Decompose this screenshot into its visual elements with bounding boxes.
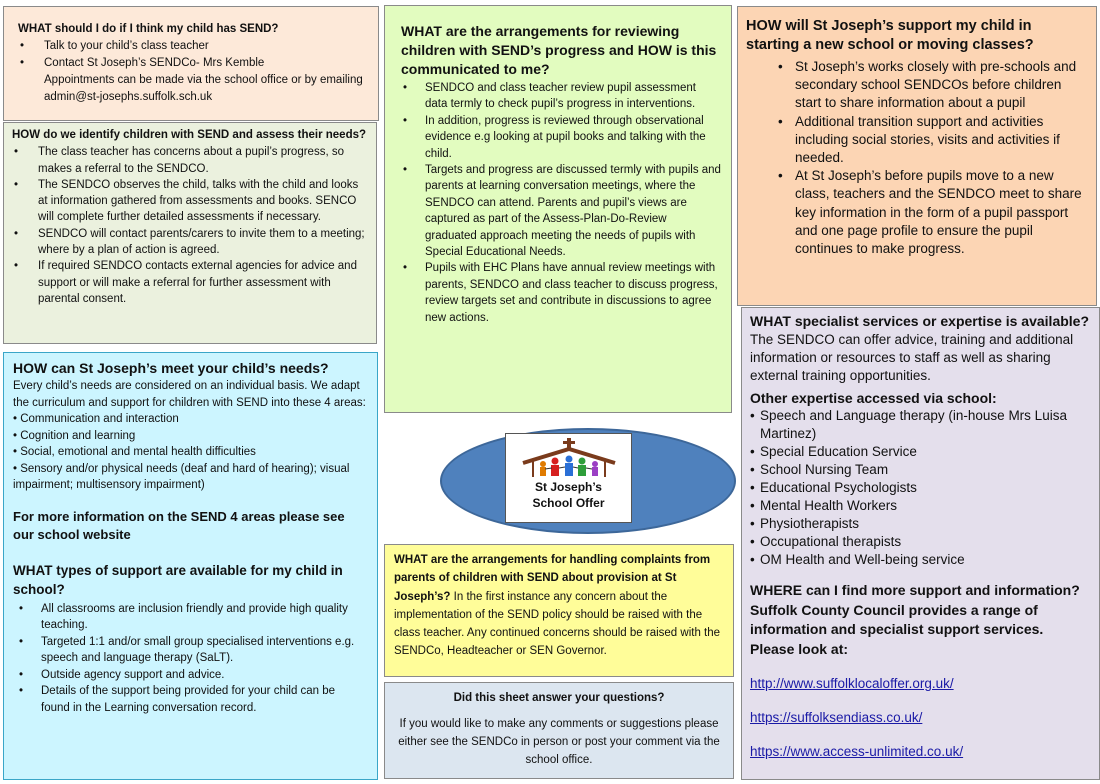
area-item: • Sensory and/or physical needs (deaf and hard of hearing); visual impairment; multisensory impairment) <box>13 462 350 491</box>
feedback-heading: Did this sheet answer your questions? <box>453 692 665 704</box>
send-concern-heading: WHAT should I do if I think my child has SEND? <box>18 23 279 35</box>
list-item: • St Joseph’s works closely with pre-schools and secondary school SENDCOs before children start to share information about a pupil <box>746 58 1086 113</box>
where-more-info-heading: WHERE can I find more support and information? Suffolk County Council provides a range of information and specialist support services. Please look at: <box>750 582 1080 657</box>
meet-needs-heading: HOW can St Joseph’s meet your child’s needs? <box>13 360 329 376</box>
list-item: • Pupils with EHC Plans have annual review meetings with parents, SENDCO and class teacher to discuss progress, review targets set and contribute in discussions to agree new actions. <box>401 260 721 326</box>
list-item: • Educational Psychologists <box>750 479 1089 497</box>
list-item: • Mental Health Workers <box>750 497 1089 515</box>
list-item: • Occupational therapists <box>750 533 1089 551</box>
access-unlimited-link[interactable]: https://www.access-unlimited.co.uk/ <box>750 744 964 759</box>
list-item: • SENDCO and class teacher review pupil assessment data termly to check pupil’s progress in interventions. <box>401 80 721 113</box>
list-item: • Additional transition support and activities including social stories, visits and activities if needed. <box>746 113 1086 168</box>
identify-heading: HOW do we identify children with SEND and assess their needs? <box>12 129 367 141</box>
send-concern-panel <box>3 6 379 121</box>
list-item: • All classrooms are inclusion friendly and provide high quality teaching. <box>13 601 367 634</box>
sendiass-link[interactable]: https://suffolksendiass.co.uk/ <box>750 710 923 725</box>
feedback-body: If you would like to make any comments or suggestions please either see the SENDCo in person or post your comment via the school office. <box>398 718 720 766</box>
specialist-heading: WHAT specialist services or expertise is available? <box>750 313 1090 329</box>
logo-line-2: School Offer <box>532 496 605 510</box>
local-offer-link[interactable]: http://www.suffolklocaloffer.org.uk/ <box>750 676 954 691</box>
logo-line-1: St Joseph’s <box>535 480 602 494</box>
list-item: • Outside agency support and advice. <box>13 667 367 684</box>
specialist-panel <box>741 307 1100 780</box>
list-item: • Speech and Language therapy (in-house Mrs Luisa Martinez) <box>750 407 1089 443</box>
school-children-roof-icon <box>519 437 619 479</box>
transition-panel <box>737 6 1097 306</box>
list-item: • Targets and progress are discussed termly with pupils and parents at learning conversation meetings, where the SENDCO can attend. Parents and pupil’s views are captured as part of the Assess-Plan-Do-Review graduated approach meeting the needs of pupils with Special Educational Needs. <box>401 162 721 260</box>
complaints-panel <box>384 544 734 677</box>
complaints-heading: WHAT are the arrangements for handling complaints from parents of children with SEND about provision at St Joseph’s? <box>394 554 711 603</box>
appointments-note: Appointments can be made via the school office or by emailing admin@st-josephs.suffolk.sch.uk <box>44 74 363 103</box>
list-item: • SENDCO will contact parents/carers to invite them to a meeting; where by a plan of action is agreed. <box>12 226 366 259</box>
list-item: • Details of the support being provided for your child can be found in the Learning conversation record. <box>13 683 367 716</box>
list-item: • Physiotherapists <box>750 515 1089 533</box>
expertise-list <box>750 407 1089 569</box>
meet-needs-panel <box>3 352 378 780</box>
list-item: • At St Joseph’s before pupils move to a new class, teachers and the SENDCO meet to share key information in the form of a pupil passport and one page profile to ensure the pupil continues to make progress. <box>746 167 1086 258</box>
support-types-list <box>13 601 367 717</box>
list-item: • If required SENDCO contacts external agencies for advice and support or will make a referral for further assessment with parental consent. <box>12 258 366 307</box>
list-item: • School Nursing Team <box>750 461 1089 479</box>
list-item: • Contact St Joseph’s SENDCo- Mrs Kemble <box>18 55 368 72</box>
send-concern-list <box>18 38 368 72</box>
list-item: • Talk to your child’s class teacher <box>18 38 368 55</box>
school-offer-logo <box>505 433 632 523</box>
list-item: • The class teacher has concerns about a pupil’s progress, so makes a referral to the SENDCO. <box>12 144 366 177</box>
reviewing-list <box>401 80 721 326</box>
area-item: • Cognition and learning <box>13 429 136 442</box>
list-item: • Special Education Service <box>750 443 1089 461</box>
identify-panel <box>3 122 377 344</box>
support-types-heading: WHAT types of support are available for my child in school? <box>13 562 343 597</box>
transition-heading: HOW will St Joseph’s support my child in starting a new school or moving classes? <box>746 18 1034 53</box>
area-item: • Communication and interaction <box>13 413 179 425</box>
identify-list <box>12 144 366 307</box>
list-item: • In addition, progress is reviewed through observational evidence e.g looking at pupil books and talking with the child. <box>401 113 721 162</box>
specialist-intro: The SENDCO can offer advice, training and additional information or resources to staff as well as sharing external training opportunities. <box>750 332 1074 383</box>
complaints-body: In the first instance any concern about the implementation of the SEND policy should be raised with the class teacher. Any continued concerns should be raised with the SENDCo, Headteacher or SEN Governor. <box>394 590 721 658</box>
transition-list <box>746 58 1086 258</box>
meet-needs-intro: Every child’s needs are considered on an individual basis. We adapt the curriculum and support for children with SEND into these 4 areas: <box>13 380 366 409</box>
more-info-note: For more information on the SEND 4 areas please see our school website <box>13 508 345 542</box>
area-item: • Social, emotional and mental health difficulties <box>13 446 256 458</box>
list-item: • The SENDCO observes the child, talks with the child and looks at information gathered from assessments and books. SENCO will complete further detailed assessments if necessary. <box>12 177 366 226</box>
list-item: • Targeted 1:1 and/or small group specialised interventions e.g. speech and language therapy (SaLT). <box>13 634 367 667</box>
reviewing-heading: WHAT are the arrangements for reviewing children with SEND’s progress and HOW is this communicated to me? <box>401 23 717 77</box>
list-item: • OM Health and Well-being service <box>750 551 1089 569</box>
feedback-panel <box>384 682 734 779</box>
reviewing-panel <box>384 5 732 413</box>
other-expertise-heading: Other expertise accessed via school: <box>750 390 997 406</box>
